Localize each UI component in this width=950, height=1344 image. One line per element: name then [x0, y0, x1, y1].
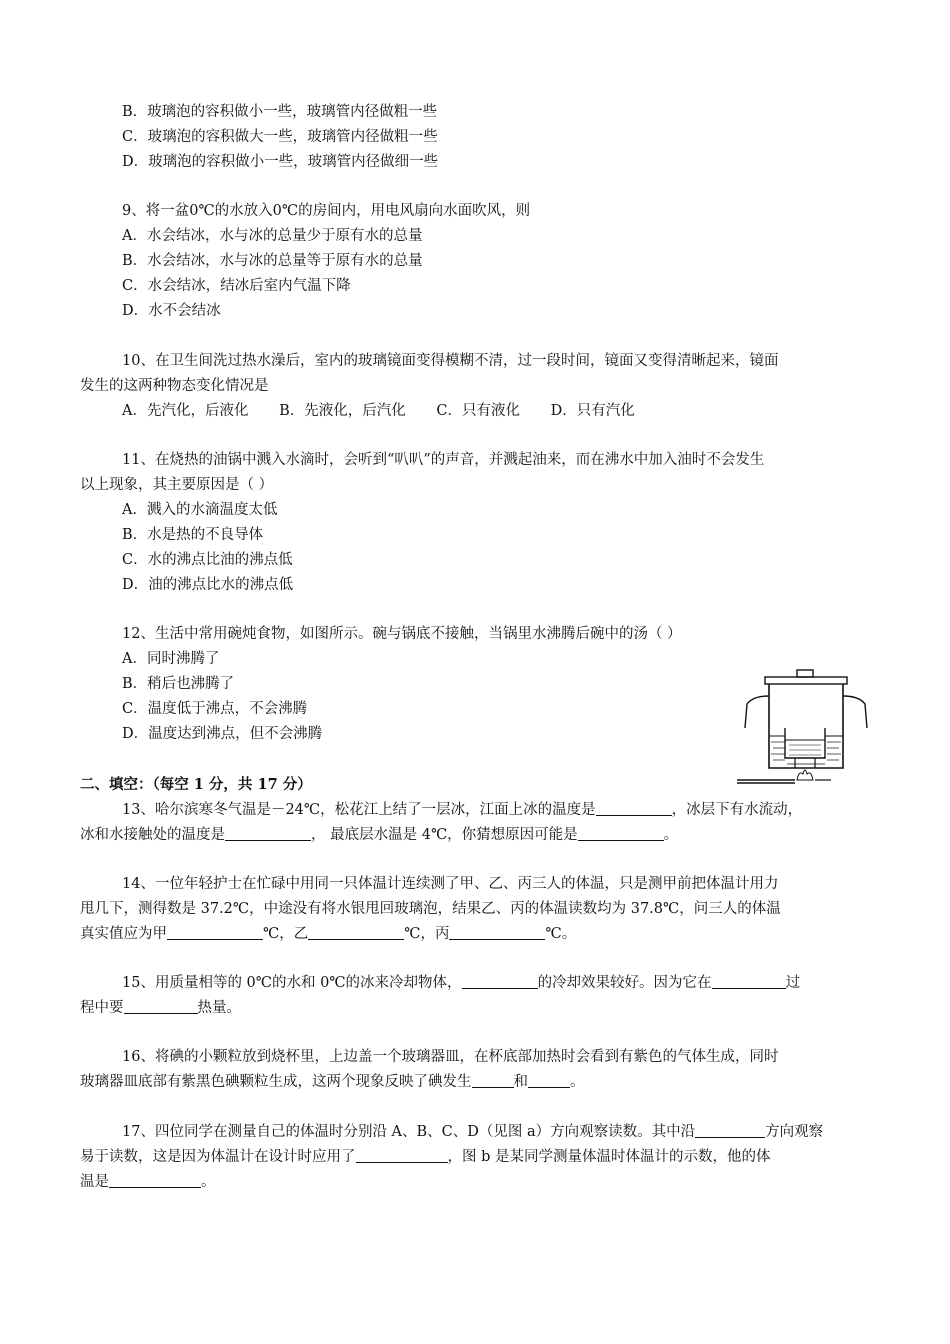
q11-option-a: A．溅入的水滴温度太低 — [122, 502, 278, 518]
q13-blank-3[interactable] — [578, 825, 664, 841]
q16-blank-2[interactable] — [528, 1072, 570, 1088]
q14-text-1: 真实值应为甲 — [80, 926, 167, 942]
q14-line3 — [80, 924, 576, 944]
q17-text-3: 易于读数，这是因为体温计在设计时应用了 — [80, 1149, 356, 1165]
q17-blank-1[interactable] — [695, 1122, 765, 1138]
q17-text-6: 。 — [201, 1174, 216, 1190]
q9-option-b: B．水会结冰，水与冰的总量等于原有水的总量 — [122, 253, 423, 269]
q13-text-4: ， 最底层水温是 4℃，你猜想原因可能是 — [311, 827, 578, 843]
q15-text-1: 15、用质量相等的 0℃的水和 0℃的冰来冷却物体， — [122, 975, 462, 991]
q14-line1: 14、一位年轻护士在忙碌中用同一只体温计连续测了甲、乙、丙三人的体温，只是测甲前把体温计用力 — [122, 876, 779, 892]
q16-blank-1[interactable] — [472, 1072, 514, 1088]
q13-text-2: ，冰层下有水流动， — [671, 802, 803, 818]
q17-text-5: 温是 — [80, 1174, 109, 1190]
q17-text-4: ，图 b 是某同学测量体温时体温计的示数，他的体 — [447, 1149, 771, 1165]
q13-text-1: 13、哈尔滨寒冬气温是－24℃，松花江上结了一层冰，江面上冰的温度是 — [122, 802, 596, 818]
q15-blank-3[interactable] — [124, 998, 198, 1014]
q13-blank-2[interactable] — [225, 825, 311, 841]
q17-blank-3[interactable] — [109, 1172, 201, 1188]
q10-stem-line2: 发生的这两种物态变化情况是 — [80, 378, 269, 394]
q15-text-4: 程中要 — [80, 1000, 124, 1016]
q17-text-2: 方向观察 — [765, 1124, 824, 1140]
q10-options — [122, 401, 661, 421]
q17-blank-2[interactable] — [356, 1147, 448, 1163]
q17-line3 — [80, 1172, 216, 1192]
q11-option-d: D．油的沸点比水的沸点低 — [122, 577, 294, 593]
q12-option-c: C．温度低于沸点，不会沸腾 — [122, 701, 308, 717]
q9-option-d: D．水不会结冰 — [122, 303, 221, 319]
q15-text-3: 过 — [785, 975, 801, 991]
q16-line2 — [80, 1072, 585, 1092]
q17-line1 — [122, 1122, 823, 1142]
q14-blank-1[interactable] — [167, 924, 263, 940]
section-2-heading: 二、填空：（每空 1 分，共 17 分） — [80, 776, 312, 793]
q14-blank-2[interactable] — [308, 924, 404, 940]
q9-option-a: A．水会结冰，水与冰的总量少于原有水的总量 — [122, 228, 423, 244]
q15-text-5: 热量。 — [197, 1000, 241, 1016]
q11-option-b: B．水是热的不良导体 — [122, 527, 264, 543]
q10-option-a: A．先汽化，后液化 — [122, 403, 249, 419]
q12-option-d: D．温度达到沸点，但不会沸腾 — [122, 726, 323, 742]
q15-text-2: 的冷却效果较好。因为它在 — [537, 975, 712, 991]
q15-blank-1[interactable] — [462, 973, 538, 989]
q10-option-c: C．只有液化 — [436, 403, 520, 419]
q16-text-1: 玻璃器皿底部有紫黑色碘颗粒生成，这两个现象反映了碘发生 — [80, 1074, 472, 1090]
q12-option-a: A．同时沸腾了 — [122, 651, 220, 667]
q8-option-b: B．玻璃泡的容积做小一些，玻璃管内径做粗一些 — [122, 104, 438, 120]
q17-line2 — [80, 1147, 771, 1167]
q14-text-3: ℃，丙 — [404, 926, 450, 942]
q9-stem: 9、将一盆0℃的水放入0℃的房间内，用电风扇向水面吹风，则 — [122, 203, 531, 219]
q15-line1 — [122, 973, 800, 993]
q17-text-1: 17、四位同学在测量自己的体温时分别沿 A、B、C、D（见图 a）方向观察读数。其中沿 — [122, 1124, 696, 1140]
q11-option-c: C．水的沸点比油的沸点低 — [122, 552, 293, 568]
q9-option-c: C．水会结冰，结冰后室内气温下降 — [122, 278, 351, 294]
q16-line1: 16、将碘的小颗粒放到烧杯里，上边盖一个玻璃器皿，在杯底部加热时会看到有紫色的气体生成，同时 — [122, 1049, 779, 1065]
pot-bowl-diagram — [735, 668, 875, 786]
q15-blank-2[interactable] — [712, 973, 786, 989]
q8-option-c: C．玻璃泡的容积做大一些，玻璃管内径做粗一些 — [122, 129, 438, 145]
q16-text-2: 和 — [513, 1074, 528, 1090]
q14-blank-3[interactable] — [449, 924, 545, 940]
q8-option-d: D．玻璃泡的容积做小一些，玻璃管内径做细一些 — [122, 154, 439, 170]
q14-text-4: ℃。 — [545, 926, 577, 942]
q13-blank-1[interactable] — [596, 800, 672, 816]
q13-line1 — [122, 800, 802, 820]
q10-stem-line1: 10、在卫生间洗过热水澡后，室内的玻璃镜面变得模糊不清，过一段时间，镜面又变得清晰起来，镜面 — [122, 353, 779, 369]
q12-option-b: B．稍后也沸腾了 — [122, 676, 235, 692]
q10-option-b: B．先液化，后汽化 — [279, 403, 406, 419]
q13-line2 — [80, 825, 678, 845]
q12-stem: 12、生活中常用碗炖食物，如图所示。碗与锅底不接触，当锅里水沸腾后碗中的汤（ ） — [122, 626, 682, 642]
q14-text-2: ℃，乙 — [263, 926, 309, 942]
q10-option-d: D．只有汽化 — [550, 403, 635, 419]
q14-line2: 甩几下，测得数是 37.2℃，中途没有将水银甩回玻璃泡，结果乙、丙的体温读数均为 37.8℃，问三人的体温 — [80, 901, 781, 917]
q13-text-3: 冰和水接触处的温度是 — [80, 827, 225, 843]
q11-stem-line2: 以上现象，其主要原因是（ ） — [80, 477, 274, 493]
q16-text-3: 。 — [570, 1074, 585, 1090]
q11-stem-line1: 11、在烧热的油锅中溅入水滴时，会听到“叭叭”的声音，并溅起油来，而在沸水中加入油时不会发生 — [122, 452, 765, 468]
q15-line2 — [80, 998, 241, 1018]
q13-text-5: 。 — [663, 827, 679, 843]
